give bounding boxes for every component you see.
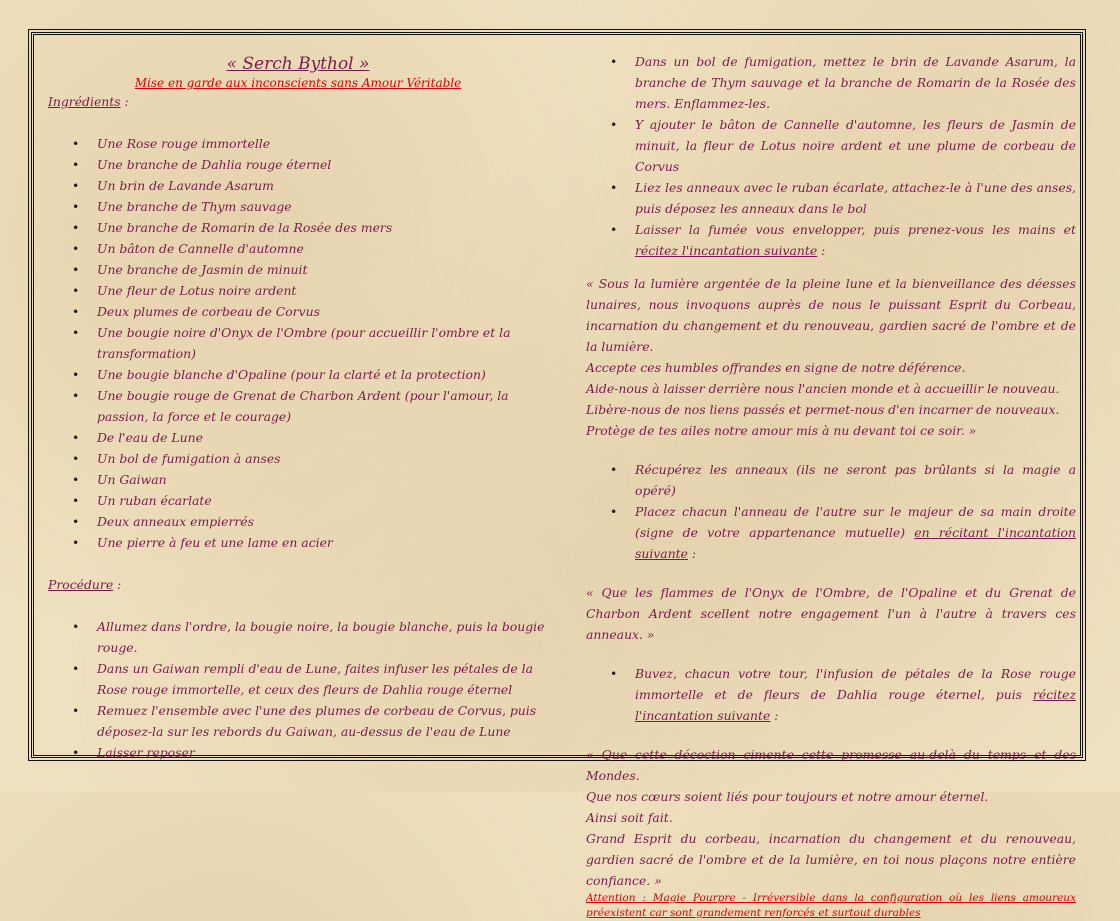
list-item: • Une bougie rouge de Grenat de Charbon Ardent (pour l'amour, la passion, la force et le courage) (48, 385, 548, 427)
list-item: • Remuez l'ensemble avec l'une des plumes de corbeau de Corvus, puis déposez-la sur les rebords du Gaiwan, au-dessus de l'eau de Lune (48, 700, 548, 742)
ingredients-list (48, 133, 548, 553)
list-item: • Une Rose rouge immortelle (48, 133, 548, 154)
list-item: • Laisser reposer (48, 742, 548, 763)
incantation-3: « Que cette décoction cimente cette promesse au-delà du temps et des Mondes. Que nos cœurs soient liés pour toujours et notre amour éternel. Ainsi soit fait. Grand Esprit du corbeau, incarnation du changement et du renouveau, gardien sacré de l'ombre et de la lumière, en toi nous plaçons notre entière confiance. » (586, 747, 1076, 888)
list-item: • Y ajouter le bâton de Cannelle d'automne, les fleurs de Jasmin de minuit, la fleur de Lotus noire ardent et une plume de corbeau de Corvus (586, 114, 1076, 177)
page-frame (31, 32, 1083, 919)
procedure-header: Procédure (48, 577, 114, 592)
list-item: • Une branche de Jasmin de minuit (48, 259, 548, 280)
steps-list-1 (586, 51, 1076, 261)
list-item: • Un Gaiwan (48, 469, 548, 490)
list-item: • Un bâton de Cannelle d'automne (48, 238, 548, 259)
list-item: • Une branche de Thym sauvage (48, 196, 548, 217)
list-item: • Un bol de fumigation à anses (48, 448, 548, 469)
list-item: • Une bougie noire d'Onyx de l'Ombre (pour accueillir l'ombre et la transformation) (48, 322, 548, 364)
steps-list-3 (586, 663, 1076, 726)
list-item: • Dans un bol de fumigation, mettez le brin de Lavande Asarum, la branche de Thym sauvage et la branche de Romarin de la Rosée des mers. Enflammez-les. (586, 51, 1076, 114)
page-title: « Serch Bythol » (226, 54, 370, 74)
list-item: • De l'eau de Lune (48, 427, 548, 448)
steps-list-2 (586, 459, 1076, 564)
procedure-heading: Procédure : (48, 577, 122, 592)
list-item: • Un brin de Lavande Asarum (48, 175, 548, 196)
list-item: • Dans un Gaiwan rempli d'eau de Lune, faites infuser les pétales de la Rose rouge immortelle, et ceux des fleurs de Dahlia rouge éternel (48, 658, 548, 700)
list-item: • Une pierre à feu et une lame en acier (48, 532, 548, 553)
list-item: • Liez les anneaux avec le ruban écarlate, attachez-le à l'une des anses, puis déposez les anneaux dans le bol (586, 177, 1076, 219)
right-column (586, 35, 1076, 921)
procedure-list (48, 616, 548, 763)
warning-subtitle: Mise en garde aux inconscients sans Amour Véritable (134, 76, 462, 90)
list-item: • Une fleur de Lotus noire ardent (48, 280, 548, 301)
list-item: • Un ruban écarlate (48, 490, 548, 511)
list-item: • Deux anneaux empierrés (48, 511, 548, 532)
incantation-2: « Que les flammes de l'Onyx de l'Ombre, de l'Opaline et du Grenat de Charbon Ardent scellent notre engagement l'un à l'autre à travers ces anneaux. » (586, 585, 1076, 642)
incantation-1: « Sous la lumière argentée de la pleine lune et la bienveillance des déesses lunaires, nous invoquons auprès de nous le puissant Esprit du Corbeau, incarnation du changement et du renouveau, gardien sacré de l'ombre et de la lumière. Accepte ces humbles offrandes en signe de notre déférence. Aide-nous à laisser derrière nous l'ancien monde et à accueillir le nouveau. Libère-nous de nos liens passés et permet-nous d'en incarner de nouveaux. Protège de tes ailes notre amour mis à nu devant toi ce soir. » (586, 276, 1076, 438)
ingredients-heading: Ingrédients : (48, 94, 129, 109)
list-item: • Deux plumes de corbeau de Corvus (48, 301, 548, 322)
list-item: • Une bougie blanche d'Opaline (pour la clarté et la protection) (48, 364, 548, 385)
footnote-warning: Attention : Magie Pourpre - Irréversible dans la configuration où les liens amoureux préexistent car sont grandement renforcés et surtout durables (586, 892, 1076, 919)
list-item: • Placez chacun l'anneau de l'autre sur le majeur de sa main droite (signe de votre appartenance mutuelle) en récitant l'incantation suivante : (586, 501, 1076, 564)
ingredients-header: Ingrédients (48, 94, 121, 109)
list-item: • Récupérez les anneaux (ils ne seront pas brûlants si la magie a opéré) (586, 459, 1076, 501)
left-column (48, 35, 548, 763)
list-item: • Une branche de Romarin de la Rosée des mers (48, 217, 548, 238)
list-item: • Une branche de Dahlia rouge éternel (48, 154, 548, 175)
list-item: • Allumez dans l'ordre, la bougie noire, la bougie blanche, puis la bougie rouge. (48, 616, 548, 658)
list-item: • Buvez, chacun votre tour, l'infusion de pétales de la Rose rouge immortelle et de fleurs de Dahlia rouge éternel, puis récitez l'incantation suivante : (586, 663, 1076, 726)
list-item: • Laisser la fumée vous envelopper, puis prenez-vous les mains et récitez l'incantation suivante : (586, 219, 1076, 261)
